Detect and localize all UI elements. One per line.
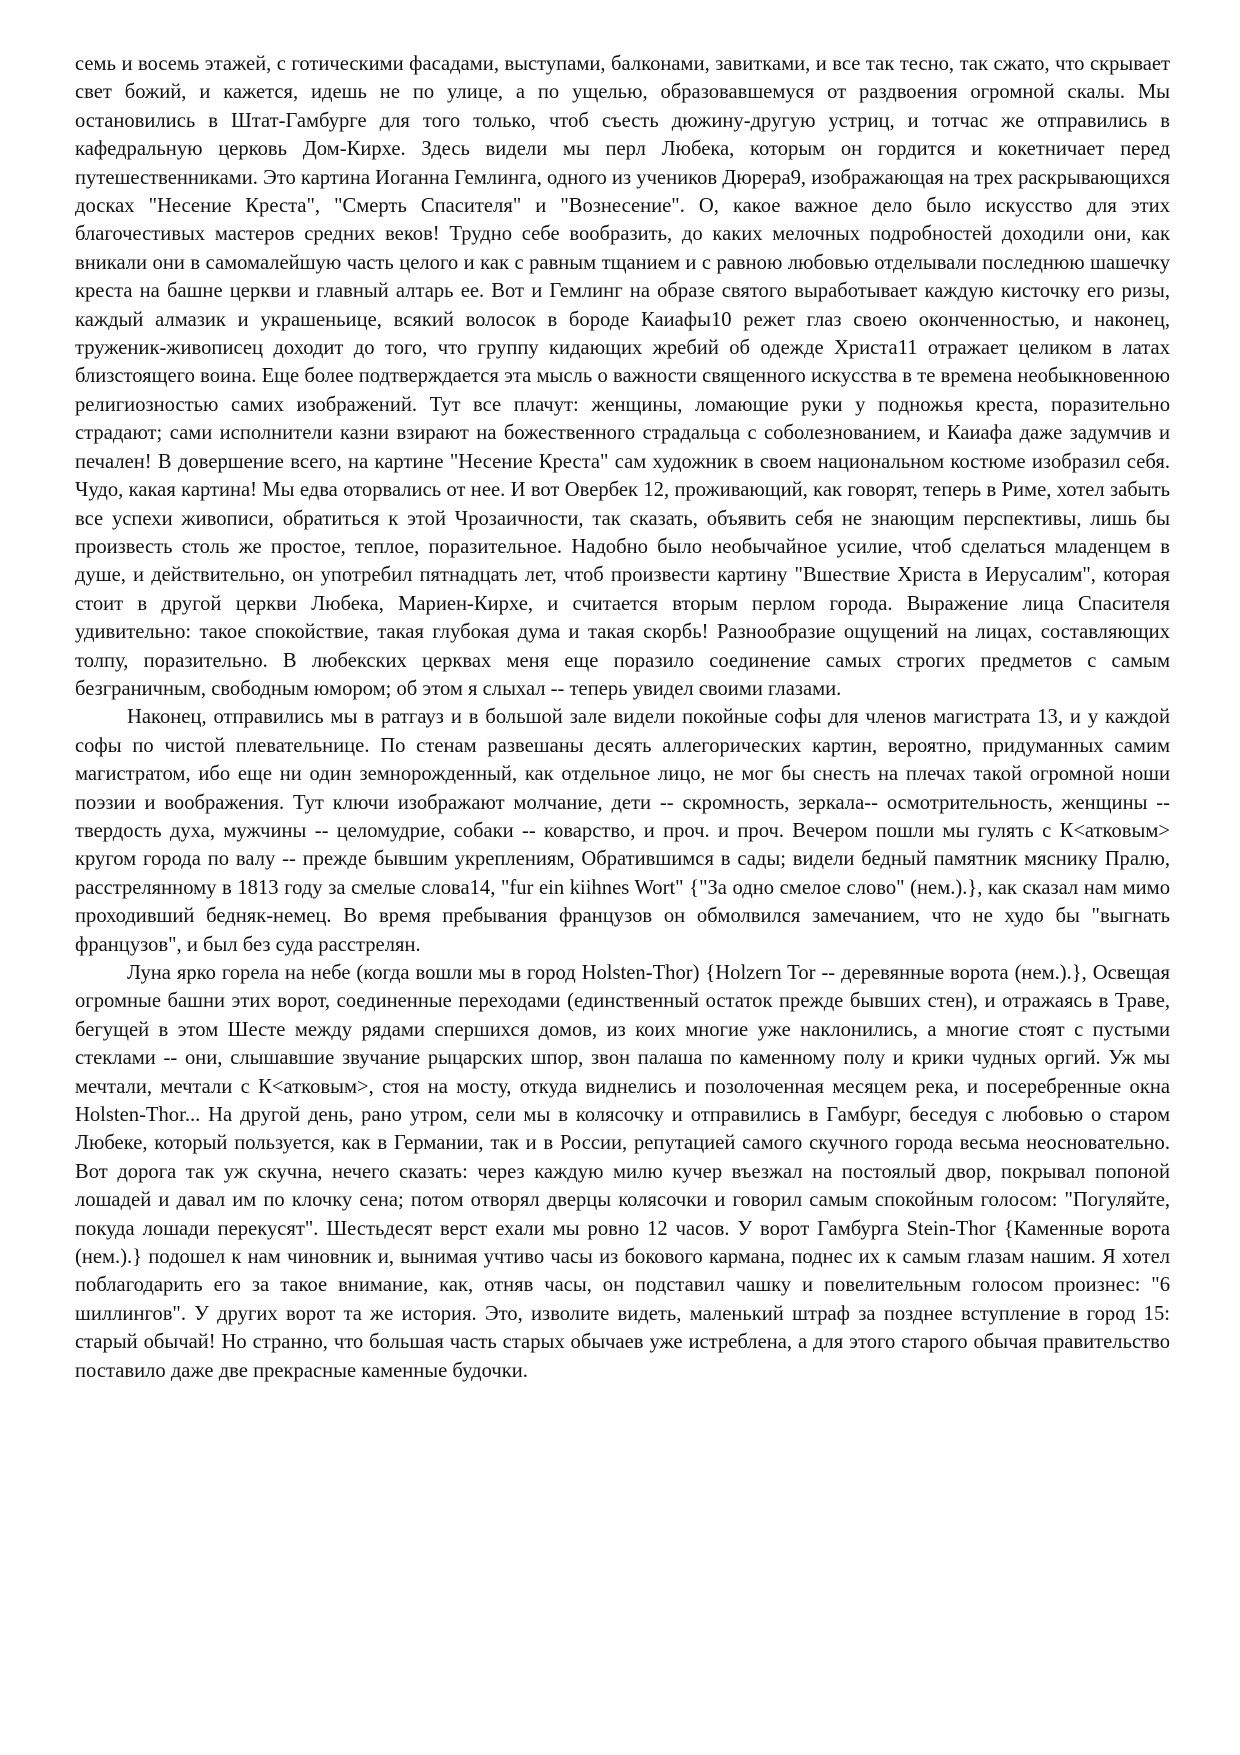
- paragraph-2: Наконец, отправились мы в ратгауз и в большой зале видели покойные софы для членов магистрата 13, и у каждой софы по чистой плевательнице. По стенам развешаны десять аллегорических картин, вероятно, придуманных самим магистратом, ибо еще ни один земнорожденный, как отдельное лицо, не мог бы снесть на плечах такой огромной ноши поэзии и воображения. Тут ключи изображают молчание, дети -- скромность, зеркала-- осмотрительность, женщины -- твердость духа, мужчины -- целомудрие, собаки -- коварство, и проч. и проч. Вечером пошли мы гулять с К<атковым> кругом города по валу -- прежде бывшим укреплениям, Обратившимся в сады; видели бедный памятник мяснику Пралю, расстрелянному в 1813 году за смелые слова14, "fur ein kiihnes Wort" {"За одно смелое слово" (нем.).}, как сказал нам мимо проходивший бедняк-немец. Во время пребывания французов он обмолвился замечанием, что не худо бы "выгнать французов", и был без суда расстрелян.: [75, 706, 1170, 956]
- paragraph-1: семь и восемь этажей, с готическими фасадами, выступами, балконами, завитками, и все так тесно, так сжато, что скрывает свет божий, и кажется, идешь не по улице, а по ущелью, образовавшемуся от раздвоения огромной скалы. Мы остановились в Штат-Гамбурге для того только, чтоб съесть дюжину-другую устриц, и тотчас же отправились в кафедральную церковь Дом-Кирхе. Здесь видели мы перл Любека, которым он гордится и кокетничает перед путешественниками. Это картина Иоганна Гемлинга, одного из учеников Дюрера9, изображающая на трех раскрывающихся досках "Несение Креста", "Смерть Спасителя" и "Вознесение". О, какое важное дело было искусство для этих благочестивых мастеров средних веков! Трудно себе вообразить, до каких мелочных подробностей доходили они, как вникали они в самомалейшую часть целого и как с равным тщанием и с равною любовью отделывали последнюю шашечку креста на башне церкви и главный алтарь ее. Вот и Гемлинг на образе святого выработывает каждую кисточку его ризы, каждый алмазик и украшеньице, всякий волосок в бороде Каиафы10 режет глаз своею оконченностью, и наконец, труженик-живописец доходит до того, что группу кидающих жребий об одежде Христа11 отражает целиком в латах близстоящего воина. Еще более подтверждается эта мысль о важности священного искусства в те времена необыкновенною религиозностью самих изображений. Тут все плачут: женщины, ломающие руки у подножья креста, поразительно страдают; сами исполнители казни взирают на божественного страдальца с соболезнованием, и Каиафа даже задумчив и печален! В довершение всего, на картине "Несение Креста" сам художник в своем национальном костюме изобразил себя. Чудо, какая картина! Мы едва оторвались от нее. И вот Овербек 12, проживающий, как говорят, теперь в Риме, хотел забыть все успехи живописи, обратиться к этой Чрозаичности, так сказать, объявить себя не знающим перспективы, лишь бы произвесть столь же простое, теплое, поразительное. Надобно было необычайное усилие, чтоб сделаться младенцем в душе, и действительно, он употребил пятнадцать лет, чтоб произвести картину "Вшествие Христа в Иерусалим", которая стоит в другой церкви Любека, Мариен-Кирхе, и считается вторым перлом города. Выражение лица Спасителя удивительно: такое спокойствие, такая глубокая дума и такая скорбь! Разнообразие ощущений на лицах, составляющих толпу, поразительно. В любекских церквах меня еще поразило соединение самых строгих предметов с самым безграничным, свободным юмором; об этом я слыхал -- теперь увидел своими глазами.: [75, 53, 1170, 700]
- paragraph-3: Луна ярко горела на небе (когда вошли мы в город Holsten-Thor) {Holzern Tor -- деревянные ворота (нем.).}, Освещая огромные башни этих ворот, соединенные переходами (единственный остаток прежде бывших стен), и отражаясь в Траве, бегущей в этом Шесте между рядами спершихся домов, из коих многие уже наклонились, а многие стоят с пустыми стеклами -- они, слышавшие звучание рыцарских шпор, звон палаша по каменному полу и крики чудных оргий. Уж мы мечтали, мечтали с К<атковым>, стоя на мосту, откуда виднелись и позолоченная месяцем река, и посеребренные окна Holsten-Thor... На другой день, рано утром, сели мы в колясочку и отправились в Гамбург, беседуя с любовью о старом Любеке, который пользуется, как в Германии, так и в России, репутацией самого скучного города весьма неосновательно. Вот дорога так уж скучна, нечего сказать: через каждую милю кучер въезжал на постоялый двор, покрывал попоной лошадей и давал им по клочку сена; потом отворял дверцы колясочки и говорил самым спокойным голосом: "Погуляйте, покуда лошади перекусят". Шестьдесят верст ехали мы ровно 12 часов. У ворот Гамбурга Stein-Thor {Каменные ворота (нем.).} подошел к нам чиновник и, вынимая учтиво часы из бокового кармана, поднес их к самым глазам нашим. Я хотел поблагодарить его за такое внимание, как, отняв часы, он подставил чашку и повелительным голосом произнес: "6 шиллингов". У других ворот та же история. Это, изволите видеть, маленький штраф за позднее вступление в город 15: старый обычай! Но странно, что большая часть старых обычаев уже истреблена, а для этого старого обычая правительство поставило даже две прекрасные каменные будочки.: [75, 962, 1170, 1382]
